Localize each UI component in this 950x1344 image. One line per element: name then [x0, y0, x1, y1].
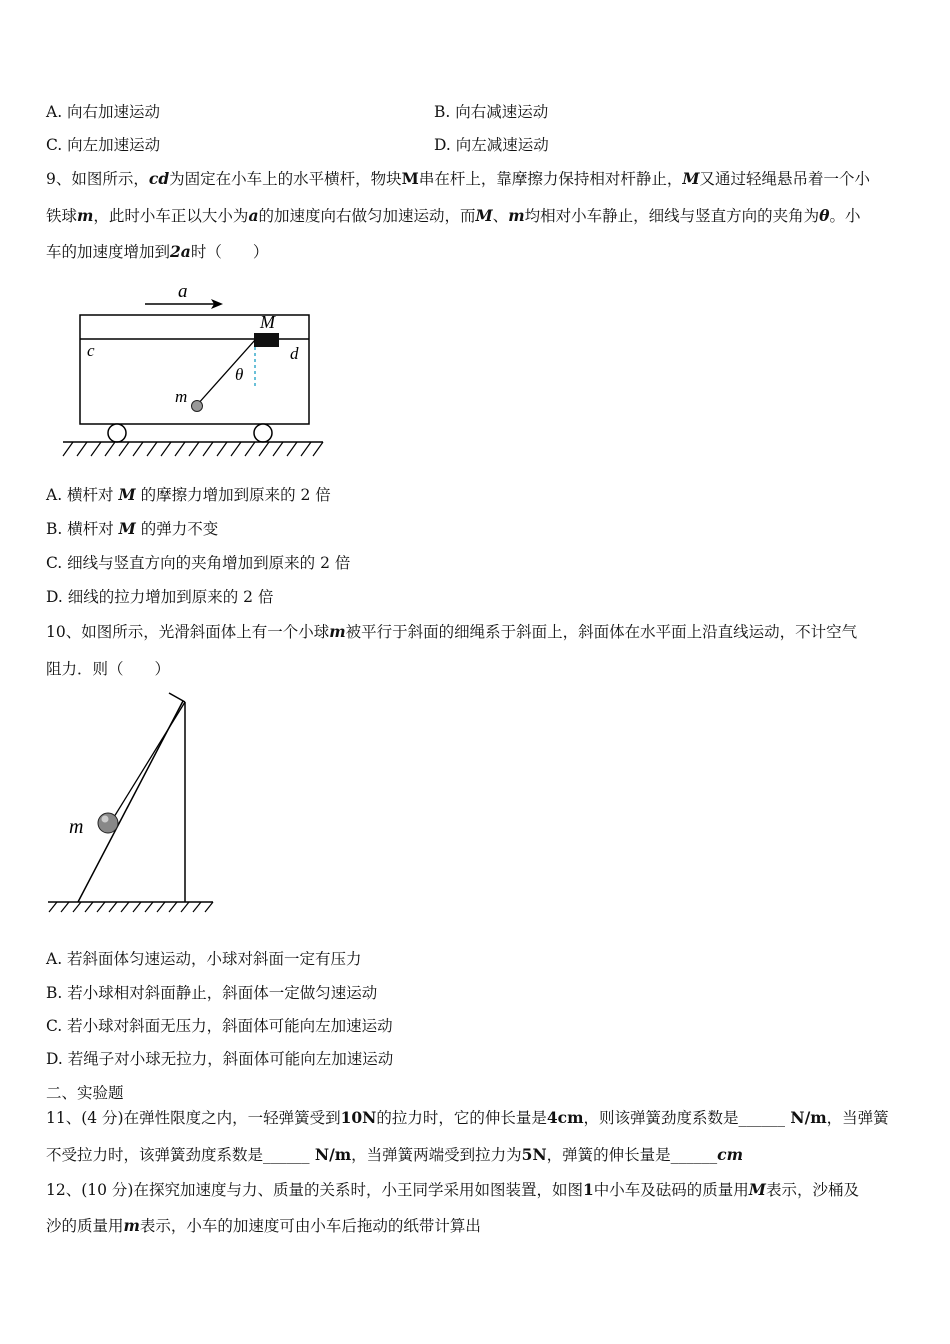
q9-fig-label-a: a	[178, 281, 188, 302]
q9-cart-figure	[55, 278, 335, 463]
q10-option-b: B. 若小球相对斜面静止，斜面体一定做匀速运动	[46, 984, 378, 1002]
q10-incline-figure	[45, 688, 220, 918]
q9-fig-label-m: m	[175, 387, 188, 406]
q11-blank-3: ______	[670, 1146, 718, 1164]
q9-fig-label-theta: θ	[235, 365, 244, 384]
q8-option-d: D. 向左减速运动	[434, 136, 549, 154]
q9-fig-label-d: d	[290, 344, 299, 363]
q8-option-c: C. 向左加速运动	[46, 136, 161, 154]
q9-stem-line3: 车的加速度增加到2a时（ ）	[46, 242, 269, 261]
q10-stem-line2: 阻力．则（ ）	[46, 660, 171, 678]
q12-line1: 12、(10 分)在探究加速度与力、质量的关系时，小王同学采用如图装置，如图1中小车及砝码的质量用M表示，沙桶及	[46, 1180, 859, 1199]
section-heading: 二、实验题	[46, 1084, 124, 1102]
q9-stem-line1: 9、如图所示，cd为固定在小车上的水平横杆，物块M串在杆上，靠摩擦力保持相对杆静止，M又通过轻绳悬吊着一个小	[46, 169, 871, 188]
q11-line2: 不受拉力时，该弹簧劲度系数是______ N/m，当弹簧两端受到拉力为5N，弹簧的伸长量是______cm	[46, 1145, 743, 1164]
q11-blank-2: ______	[263, 1146, 310, 1164]
q10-option-d: D. 若绳子对小球无拉力，斜面体可能向左加速运动	[46, 1050, 394, 1068]
q9-option-c: C. 细线与竖直方向的夹角增加到原来的 2 倍	[46, 554, 351, 572]
q10-option-c: C. 若小球对斜面无压力，斜面体可能向左加速运动	[46, 1017, 393, 1035]
q9-option-d: D. 细线的拉力增加到原来的 2 倍	[46, 588, 274, 606]
q11-blank-1: ______	[738, 1109, 786, 1127]
q10-fig-label-m: m	[69, 816, 84, 838]
q8-option-b: B. 向右减速运动	[434, 103, 549, 121]
q10-option-a: A. 若斜面体匀速运动，小球对斜面一定有压力	[46, 950, 362, 968]
q9-fig-label-M: M	[260, 312, 275, 332]
q11-line1: 11、(4 分)在弹性限度之内，一轻弹簧受到10N的拉力时，它的伸长量是4cm，则该弹簧劲度系数是______ N/m，当弹簧	[46, 1108, 889, 1127]
q9-option-a: A. 横杆对 M 的摩擦力增加到原来的 2 倍	[46, 485, 331, 504]
q9-option-b: B. 横杆对 M 的弹力不变	[46, 519, 219, 538]
q10-stem-line1: 10、如图所示，光滑斜面体上有一个小球m被平行于斜面的细绳系于斜面上，斜面体在水平面上沿直线运动，不计空气	[46, 622, 858, 641]
q9-stem-line2: 铁球m，此时小车正以大小为a的加速度向右做匀加速运动，而M、m均相对小车静止，细线与竖直方向的夹角为θ。小	[46, 206, 861, 225]
q9-fig-label-c: c	[87, 341, 95, 360]
q12-line2: 沙的质量用m表示，小车的加速度可由小车后拖动的纸带计算出	[46, 1216, 481, 1235]
q8-option-a: A. 向右加速运动	[46, 103, 161, 121]
